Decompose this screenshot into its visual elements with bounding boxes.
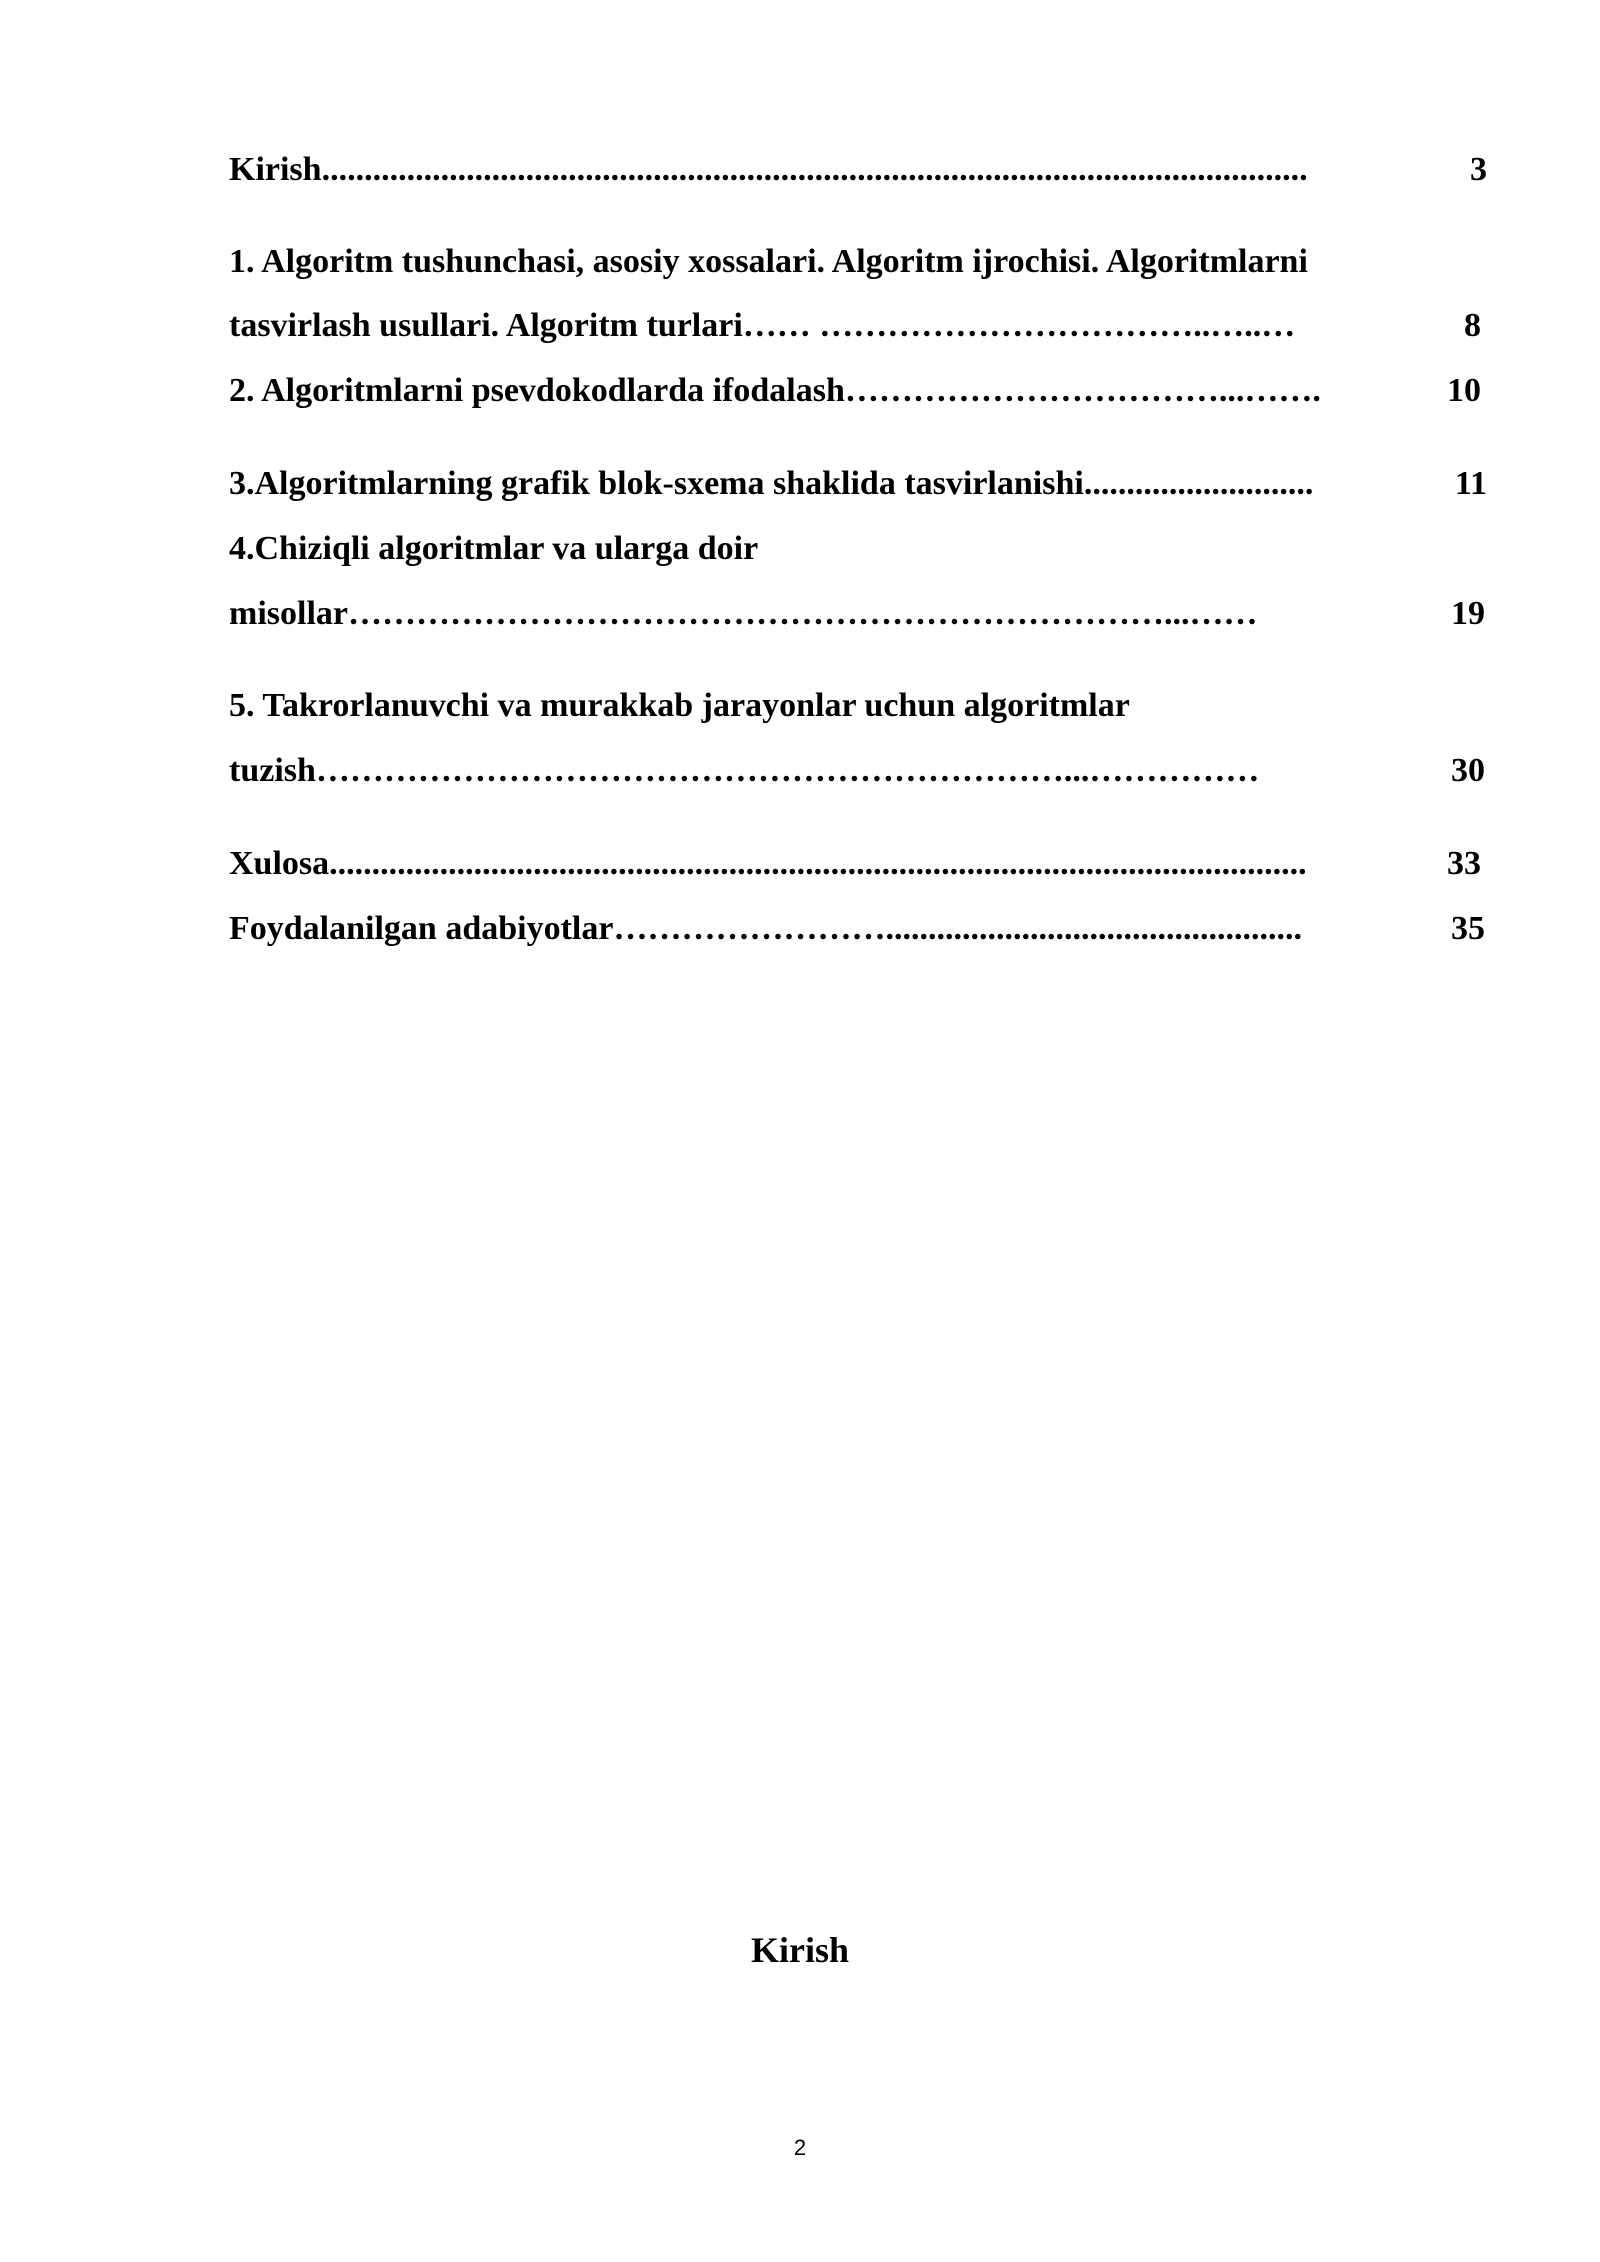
- toc-entry-4-line1[interactable]: [229, 529, 758, 569]
- toc-page-number: 35: [1451, 910, 1485, 947]
- toc-page-number: 19: [1451, 595, 1485, 632]
- toc-entry-4-line2[interactable]: [229, 594, 1485, 634]
- toc-leader-dots: …… ……………………………..…..…: [742, 307, 1296, 344]
- toc-leader-dots: ...................................................................................................................: [329, 845, 1307, 882]
- toc-page-number: 33: [1447, 845, 1481, 882]
- toc-entry-label: tasvirlash usullari. Algoritm turlari: [229, 307, 743, 344]
- section-heading: Kirish: [750, 1930, 849, 1970]
- toc-entry-label: Foydalanilgan adabiyotlar: [229, 910, 614, 947]
- toc-entry-1-line2[interactable]: [229, 306, 1481, 346]
- toc-entry-label: Kirish: [229, 151, 322, 188]
- page-number: 2: [793, 2135, 807, 2160]
- toc-entry-label: tuzish: [229, 752, 316, 789]
- toc-page-number: 30: [1451, 752, 1485, 789]
- toc-entry-5-line2[interactable]: [229, 751, 1485, 791]
- toc-leader-dots: ....................................................................................................................: [321, 151, 1308, 188]
- toc-entry-label: 2. Algoritmlarni psevdokodlarda ifodalash: [229, 372, 845, 409]
- toc-entry-1-line1[interactable]: [229, 242, 1308, 282]
- toc-entry-5-line1[interactable]: [229, 686, 1130, 726]
- toc-entry-label: 5. Takrorlanuvchi va murakkab jarayonlar uchun algoritmlar: [229, 687, 1130, 724]
- toc-page-number: 8: [1464, 307, 1481, 344]
- toc-entry-label: 1. Algoritm tushunchasi, asosiy xossalari. Algoritm ijrochisi. Algoritmlarni: [229, 243, 1308, 280]
- toc-entry-label: Xulosa: [229, 845, 330, 882]
- toc-leader-dots: …………………….................................................: [613, 910, 1302, 947]
- toc-leader-dots: …………………………………………………………...……………: [315, 752, 1260, 789]
- toc-leader-dots: ………………………………………………………………...……: [347, 595, 1258, 632]
- toc-leader-dots: ……………………………...…….: [844, 372, 1321, 409]
- toc-entry-foydalanilgan-adabiyotlar[interactable]: [229, 909, 1485, 949]
- toc-entry-2[interactable]: [229, 371, 1481, 411]
- toc-page-number: 3: [1470, 151, 1487, 188]
- toc-leader-dots: ...........................: [1083, 465, 1314, 502]
- toc-page-number: 11: [1454, 465, 1487, 502]
- toc-entry-label: 4.Chiziqli algoritmlar va ularga doir: [229, 530, 759, 567]
- toc-entry-xulosa[interactable]: [229, 844, 1481, 884]
- toc-entry-label: 3.Algoritmlarning grafik blok-sxema shaklida tasvirlanishi: [229, 465, 1084, 502]
- toc-page-number: 10: [1447, 372, 1481, 409]
- toc-entry-kirish[interactable]: [229, 150, 1487, 190]
- toc-entry-label: misollar: [229, 595, 348, 632]
- toc-entry-3[interactable]: [229, 464, 1487, 504]
